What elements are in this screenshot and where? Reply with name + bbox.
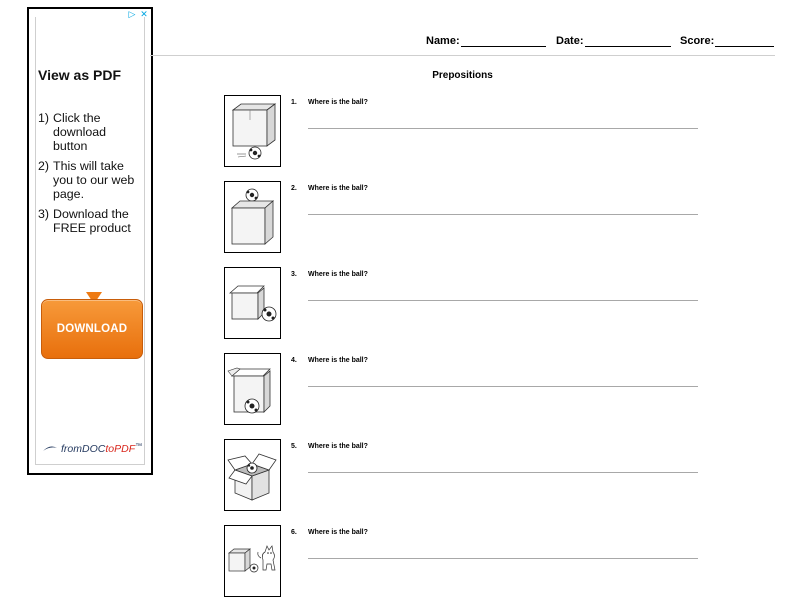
ad-choices-icon[interactable]: ▷ [128,9,136,19]
swoosh-icon [42,445,58,453]
ad-banner[interactable] [27,7,153,475]
question-text: Where is the ball? [308,271,368,278]
brand-from: from [61,443,82,455]
header-divider [150,55,775,56]
question-text: Where is the ball? [308,99,368,106]
ad-step [38,111,143,153]
name-label: Name: [426,35,460,47]
box-and-ball-illustration [225,182,280,252]
score-blank [715,36,774,47]
question-text: Where is the ball? [308,443,368,450]
brand-doc: DOC [82,443,106,455]
worksheet-title: Prepositions [432,70,493,81]
ball-next-to-box-picture [224,267,281,339]
question-text: Where is the ball? [308,529,368,536]
question-number: 2. [291,185,297,192]
ad-step-number: 1) [38,111,50,125]
ad-step [38,159,143,201]
box-ball-dog-illustration [225,526,280,596]
box-and-ball-illustration [225,440,280,510]
ad-step-number: 3) [38,207,50,221]
question-text: Where is the ball? [308,185,368,192]
question-number: 4. [291,357,297,364]
answer-line[interactable] [308,472,698,473]
ball-in-box-picture [224,353,281,425]
question-number: 3. [291,271,297,278]
score-field [680,35,774,47]
box-and-ball-illustration [225,354,280,424]
date-label: Date: [556,35,584,47]
answer-line[interactable] [308,128,698,129]
ad-step [38,207,143,235]
question-item [224,181,704,255]
answer-line[interactable] [308,558,698,559]
date-blank [585,36,671,47]
answer-line[interactable] [308,214,698,215]
question-item [224,267,704,341]
question-number: 1. [291,99,297,106]
name-field [426,35,546,47]
ad-step-number: 2) [38,159,50,173]
answer-line[interactable] [308,386,698,387]
ball-under-box-picture [224,95,281,167]
ad-brand-logo [42,443,142,455]
question-text: Where is the ball? [308,357,368,364]
ball-between-box-and-dog-picture [224,525,281,597]
box-and-ball-illustration [225,96,280,166]
ad-choices[interactable] [127,9,149,19]
answer-line[interactable] [308,300,698,301]
close-icon[interactable]: ✕ [140,9,148,19]
ad-step-text: This will take you to our web page. [53,159,135,201]
ball-on-box-picture [224,181,281,253]
brand-tm: ™ [135,443,143,450]
question-item [224,95,704,169]
brand-pdf: PDF [114,443,136,455]
ad-step-text: Click the download button [53,111,107,153]
question-item [224,525,704,599]
ad-steps [38,111,143,241]
question-number: 6. [291,529,297,536]
ad-inner-frame [35,17,145,465]
ball-in-open-box-picture [224,439,281,511]
score-label: Score: [680,35,715,47]
date-field [556,35,671,47]
question-number: 5. [291,443,297,450]
question-item [224,439,704,513]
brand-to: to [105,443,115,455]
name-blank [461,36,546,47]
download-button[interactable]: DOWNLOAD [41,299,143,359]
box-and-ball-illustration [225,268,280,338]
ad-title: View as PDF [38,67,122,83]
ad-step-text: Download the FREE product [53,207,131,235]
question-item [224,353,704,427]
